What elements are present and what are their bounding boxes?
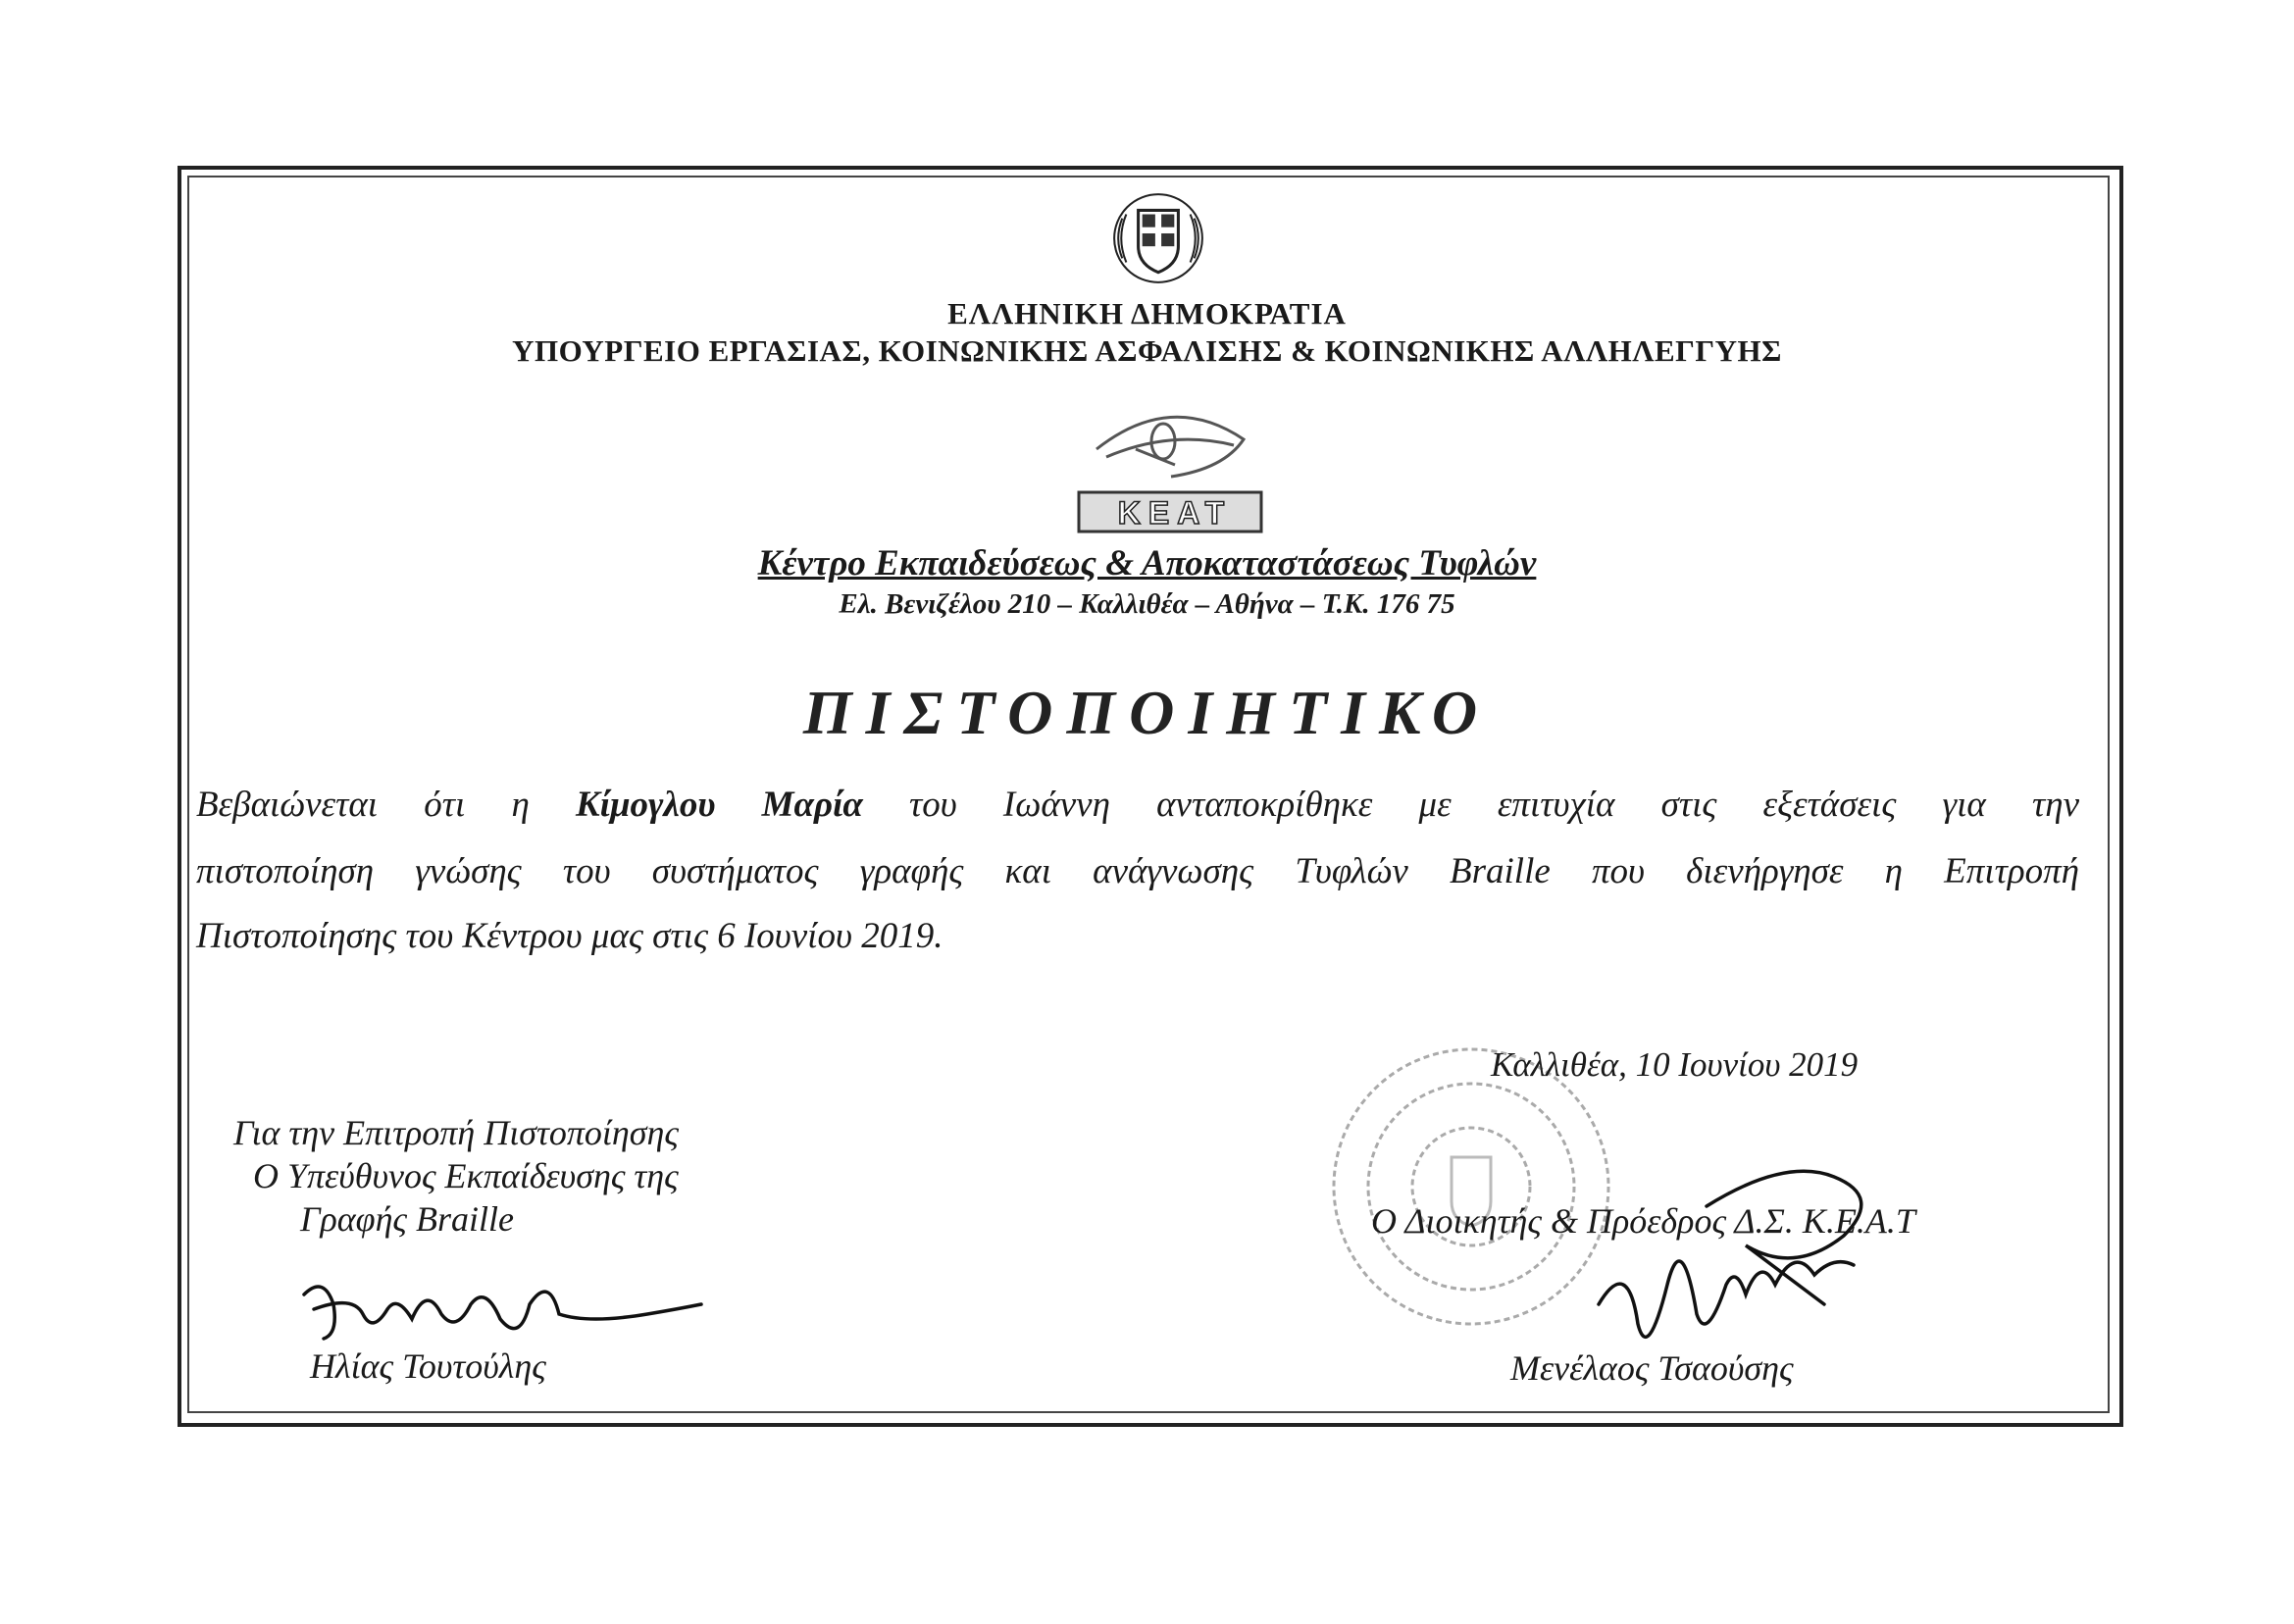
- right-handwritten-signature: [1589, 1138, 1893, 1363]
- left-signatory-line-3: Γραφής Braille: [300, 1199, 515, 1239]
- recipient-name: Κίμογλου Μαρία: [575, 785, 863, 825]
- right-signatory-name: Μενέλαος Τσαούσης: [1510, 1348, 1794, 1388]
- left-signatory-line-2: Ο Υπεύθυνος Εκπαίδευσης της: [253, 1156, 679, 1195]
- left-handwritten-signature: [294, 1265, 706, 1348]
- left-signatory-line-1: Για την Επιτροπή Πιστοποίησης: [233, 1113, 679, 1152]
- right-signatory-title: Ο Διοικητής & Πρόεδρος Δ.Σ. Κ.Ε.Α.Τ: [1371, 1201, 1915, 1241]
- certificate-text-line-1: Βεβαιώνεται ότι η Κίμογλου Μαρία του Ιωάννη ανταποκρίθηκε με επιτυχία στις εξετάσεις για την: [196, 785, 2079, 825]
- left-signatory-name: Ηλίας Τουτούλης: [310, 1346, 546, 1386]
- certificate-title: ΠΙΣΤΟΠΟΙΗΤΙΚΟ: [802, 678, 1492, 747]
- center-address: Ελ. Βενιζέλου 210 – Καλλιθέα – Αθήνα – Τ.Κ. 176 75: [839, 588, 1455, 620]
- certificate-text-line-3: Πιστοποίησης του Κέντρου μας στις 6 Ιουνίου 2019.: [196, 916, 943, 956]
- center-name: Κέντρο Εκπαιδεύσεως & Αποκαταστάσεως Τυφλών: [757, 543, 1537, 584]
- place-and-date: Καλλιθέα, 10 Ιουνίου 2019: [1491, 1045, 1859, 1084]
- ministry-heading: ΥΠΟΥΡΓΕΙΟ ΕΡΓΑΣΙΑΣ, ΚΟΙΝΩΝΙΚΗΣ ΑΣΦΑΛΙΣΗΣ & ΚΟΙΝΩΝΙΚΗΣ ΑΛΛΗΛΕΓΓΥΗΣ: [512, 333, 1782, 368]
- keat-logo-text: ΚΕΑΤ: [1117, 495, 1233, 531]
- certificate-text-line-2: πιστοποίηση γνώσης του συστήματος γραφής και ανάγνωσης Τυφλών Braille που διενήργησε η Επιτροπή: [196, 851, 2079, 891]
- country-heading: ΕΛΛΗΝΙΚΗ ΔΗΜΟΚΡΑΤΙΑ: [947, 296, 1347, 330]
- keat-logo: [1077, 400, 1265, 533]
- greek-coat-of-arms-emblem-icon: [1108, 188, 1208, 288]
